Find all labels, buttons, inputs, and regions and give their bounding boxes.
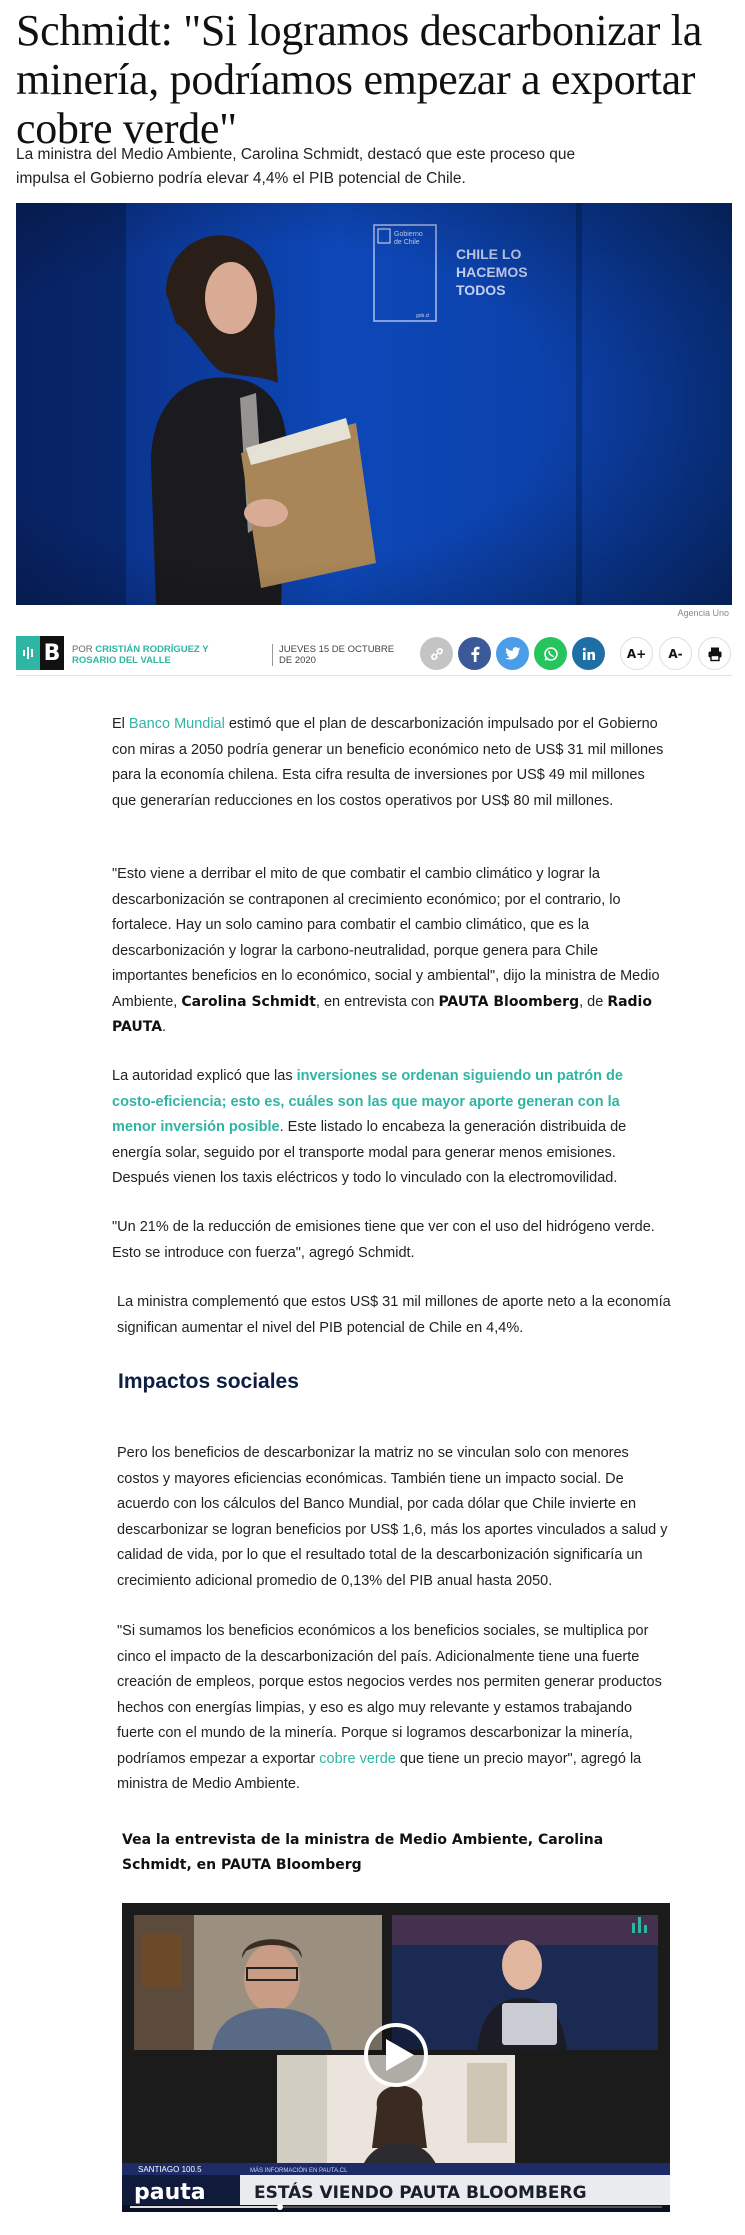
article-headline: Schmidt: "Si logramos descarbonizar la minería, podríamos empezar a exportar cobre verde" xyxy=(16,6,702,153)
whatsapp-icon[interactable] xyxy=(534,637,567,670)
print-icon[interactable] xyxy=(698,637,731,670)
font-decrease-button[interactable]: A- xyxy=(659,637,692,670)
publish-date: JUEVES 15 DE OCTUBRE DE 2020 xyxy=(272,644,402,666)
facebook-icon[interactable] xyxy=(458,637,491,670)
video-info: MÁS INFORMACIÓN EN PAUTA.CL xyxy=(250,2168,348,2174)
hero-photo-illustration xyxy=(16,203,732,605)
photo-credit: Agencia Uno xyxy=(677,608,729,618)
paragraph-2: "Esto viene a derribar el mito de que combatir el cambio climático y lograr la descarbonización se contraponen al crecimiento económico; por el contrario, lo fortalece. Hay un solo camino para combatir el cambio climático, que es la descarbonización y lograr la carbono-neutralidad, porque genera para Chile importantes beneficios en lo económico, social y ambiental", dijo la ministra de Medio Ambiente, Carolina Schmidt, en entrevista con PAUTA Bloomberg, de Radio PAUTA. xyxy=(112,866,660,1035)
video-player[interactable] xyxy=(122,1903,670,2212)
article-subhead: La ministra del Medio Ambiente, Carolina Schmidt, destacó que este proceso que impulsa el Gobierno podría elevar 4,4% el PIB potencial de Chile. xyxy=(16,146,576,187)
banco-mundial-link[interactable]: Banco Mundial xyxy=(128,716,225,732)
paragraph-7: "Si sumamos los beneficios económicos a los beneficios sociales, se multiplica por cinco el impacto de la descarbonización del país. Adicionalmente tiene una fuerte creación de empleos, porque estos negocios verdes nos permiten generar productos hechos con energías limpias, y eso es algo muy relevante y estamos trabajando fuerte con el mundo de la minería. Porque si logramos descarbonizar la minería, podríamos empezar a exportar cobre verde que tiene un precio mayor", agregó la ministra de Medio Ambiente. xyxy=(117,1623,662,1792)
section-heading-impactos: Impactos sociales xyxy=(118,1370,299,1393)
paragraph-6: Pero los beneficios de descarbonizar la matriz no se vinculan solo con menores costos y mayores eficiencias económicas. También tiene un impacto social. De acuerdo con los cálculos del Banco Mundial, por cada dólar que Chile invierte en descarbonizar se logran beneficios por US$ 1,6, más los aportes vinculados a salud y calidad de vida, por lo que el resultado total de la descarbonización significaría un crecimiento adicional promedio de 0,13% del PIB anual hasta 2050. xyxy=(117,1445,668,1589)
video-frame xyxy=(122,1903,670,2212)
video-station: SANTIAGO 100.5 xyxy=(138,2165,202,2174)
bold-carolina-schmidt: Carolina Schmidt xyxy=(181,993,316,1010)
paragraph-4: "Un 21% de la reducción de emisiones tiene que ver con el uso del hidrógeno verde. Esto se introduce con fuerza", agregó Schmidt. xyxy=(112,1219,655,1261)
byline-bar xyxy=(16,632,732,676)
reader-tools xyxy=(620,637,731,670)
paragraph-5: La ministra complementó que estos US$ 31 mil millones de aporte neto a la economía significan aumentar el nivel del PIB potencial de Chile en 4,4%. xyxy=(117,1294,671,1336)
byline-by: POR xyxy=(72,644,93,655)
link-icon[interactable] xyxy=(420,637,453,670)
video-brand: pauta xyxy=(134,2180,206,2205)
logo-letter: B xyxy=(40,636,64,670)
bold-pauta-bloomberg: PAUTA Bloomberg xyxy=(438,993,580,1010)
logo-bars-icon xyxy=(16,636,40,670)
share-buttons xyxy=(420,637,605,670)
pauta-logo[interactable] xyxy=(16,636,64,670)
cobre-verde-link[interactable]: cobre verde xyxy=(319,1750,396,1767)
hero-photo xyxy=(16,203,732,605)
font-increase-button[interactable]: A+ xyxy=(620,637,653,670)
paragraph-3: La autoridad explicó que las inversiones se ordenan siguiendo un patrón de costo-eficiencia; esto es, cuáles son las que mayor aporte generan con la menor inversión posible. Este listado lo encabeza la generación distribuida de energía solar, seguido por el transporte modal para generar menos emisiones. Después vienen los taxis eléctricos y todo lo vinculado con la electromovilidad. xyxy=(112,1068,627,1186)
video-banner: ESTÁS VIENDO PAUTA BLOOMBERG xyxy=(254,2183,587,2203)
twitter-icon[interactable] xyxy=(496,637,529,670)
paragraph-1: El Banco Mundial estimó que el plan de descarbonización impulsado por el Gobierno con miras a 2050 podría generar un beneficio económico neto de US$ 31 mil millones para la economía chilena. Esta cifra resulta de inversiones por US$ 49 mil millones que generarían reducciones en los costos operativos por US$ 80 mil millones. xyxy=(112,716,664,809)
bold-radio-pauta: Radio PAUTA xyxy=(112,993,652,1035)
investment-pattern-link[interactable]: inversiones se ordenan siguiendo un patrón de costo-eficiencia; esto es, cuáles son las que mayor aporte generan con la menor inversión posible xyxy=(112,1068,623,1135)
byline-authors[interactable]: CRISTIÁN RODRÍGUEZ Y ROSARIO DEL VALLE xyxy=(72,644,209,666)
video-heading: Vea la entrevista de la ministra de Medio Ambiente, Carolina Schmidt, en PAUTA Bloomberg xyxy=(122,1832,604,1873)
byline xyxy=(72,644,222,666)
linkedin-icon[interactable] xyxy=(572,637,605,670)
